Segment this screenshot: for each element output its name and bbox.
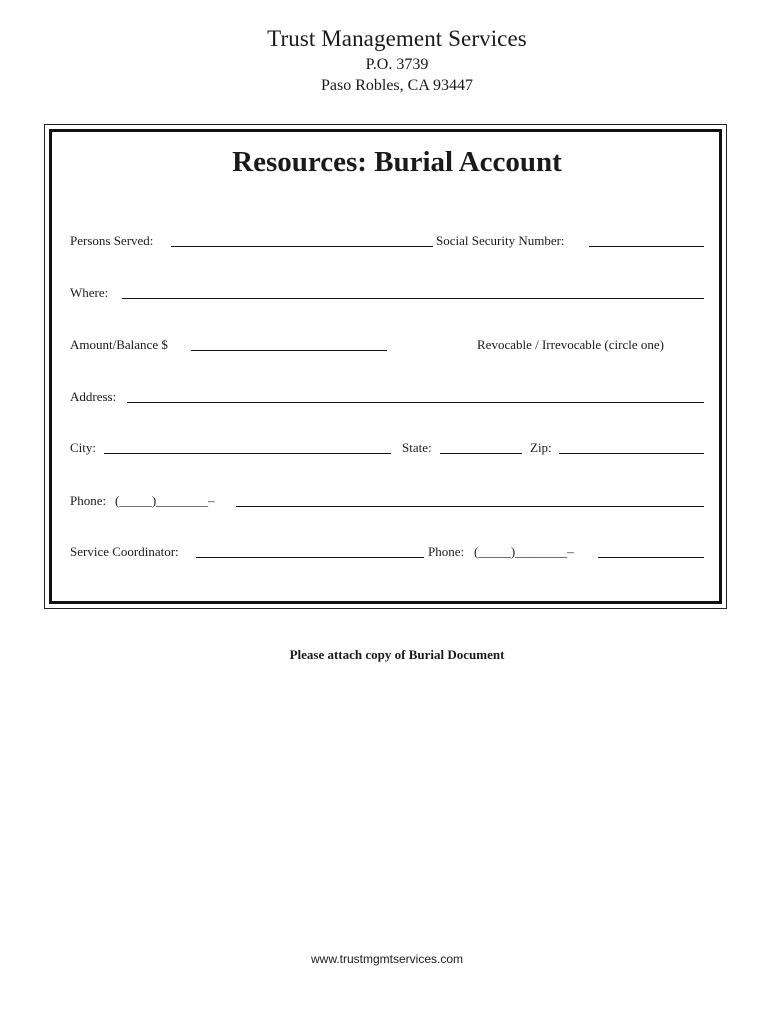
persons-served-label: Persons Served: bbox=[70, 233, 154, 248]
form-frame-outer bbox=[44, 124, 727, 609]
website-url[interactable]: www.trustmgmtservices.com bbox=[310, 952, 464, 966]
where-field[interactable] bbox=[122, 298, 704, 299]
amount-balance-label: Amount/Balance $ bbox=[70, 337, 168, 352]
coordinator-phone-template[interactable]: (_____)________– bbox=[474, 544, 574, 559]
state-label: State: bbox=[402, 440, 432, 455]
coordinator-phone-number-field[interactable] bbox=[598, 557, 704, 558]
ssn-label: Social Security Number: bbox=[436, 233, 565, 248]
service-coordinator-label: Service Coordinator: bbox=[70, 544, 179, 559]
address-label: Address: bbox=[70, 389, 117, 404]
phone-template[interactable]: (_____)________– bbox=[115, 493, 215, 508]
city-field[interactable] bbox=[104, 453, 391, 454]
city-state-zip: Paso Robles, CA 93447 bbox=[320, 77, 473, 94]
form-title: Resources: Burial Account bbox=[232, 146, 562, 178]
po-box: P.O. 3739 bbox=[365, 56, 429, 73]
phone-label: Phone: bbox=[70, 493, 107, 508]
service-coordinator-field[interactable] bbox=[196, 557, 424, 558]
address-field[interactable] bbox=[127, 402, 704, 403]
coordinator-phone-label: Phone: bbox=[428, 544, 465, 559]
state-field[interactable] bbox=[440, 453, 522, 454]
where-label: Where: bbox=[70, 285, 109, 300]
phone-number-field[interactable] bbox=[236, 506, 704, 507]
persons-served-field[interactable] bbox=[171, 246, 433, 247]
form-frame-inner bbox=[49, 129, 722, 604]
city-label: City: bbox=[70, 440, 97, 455]
zip-label: Zip: bbox=[530, 440, 552, 455]
ssn-field[interactable] bbox=[589, 246, 704, 247]
amount-balance-field[interactable] bbox=[191, 350, 387, 351]
organization-name: Trust Management Services bbox=[267, 26, 527, 51]
attach-document-note: Please attach copy of Burial Document bbox=[289, 647, 505, 662]
zip-field[interactable] bbox=[559, 453, 704, 454]
revocable-irrevocable-choice[interactable]: Revocable / Irrevocable (circle one) bbox=[477, 337, 664, 352]
